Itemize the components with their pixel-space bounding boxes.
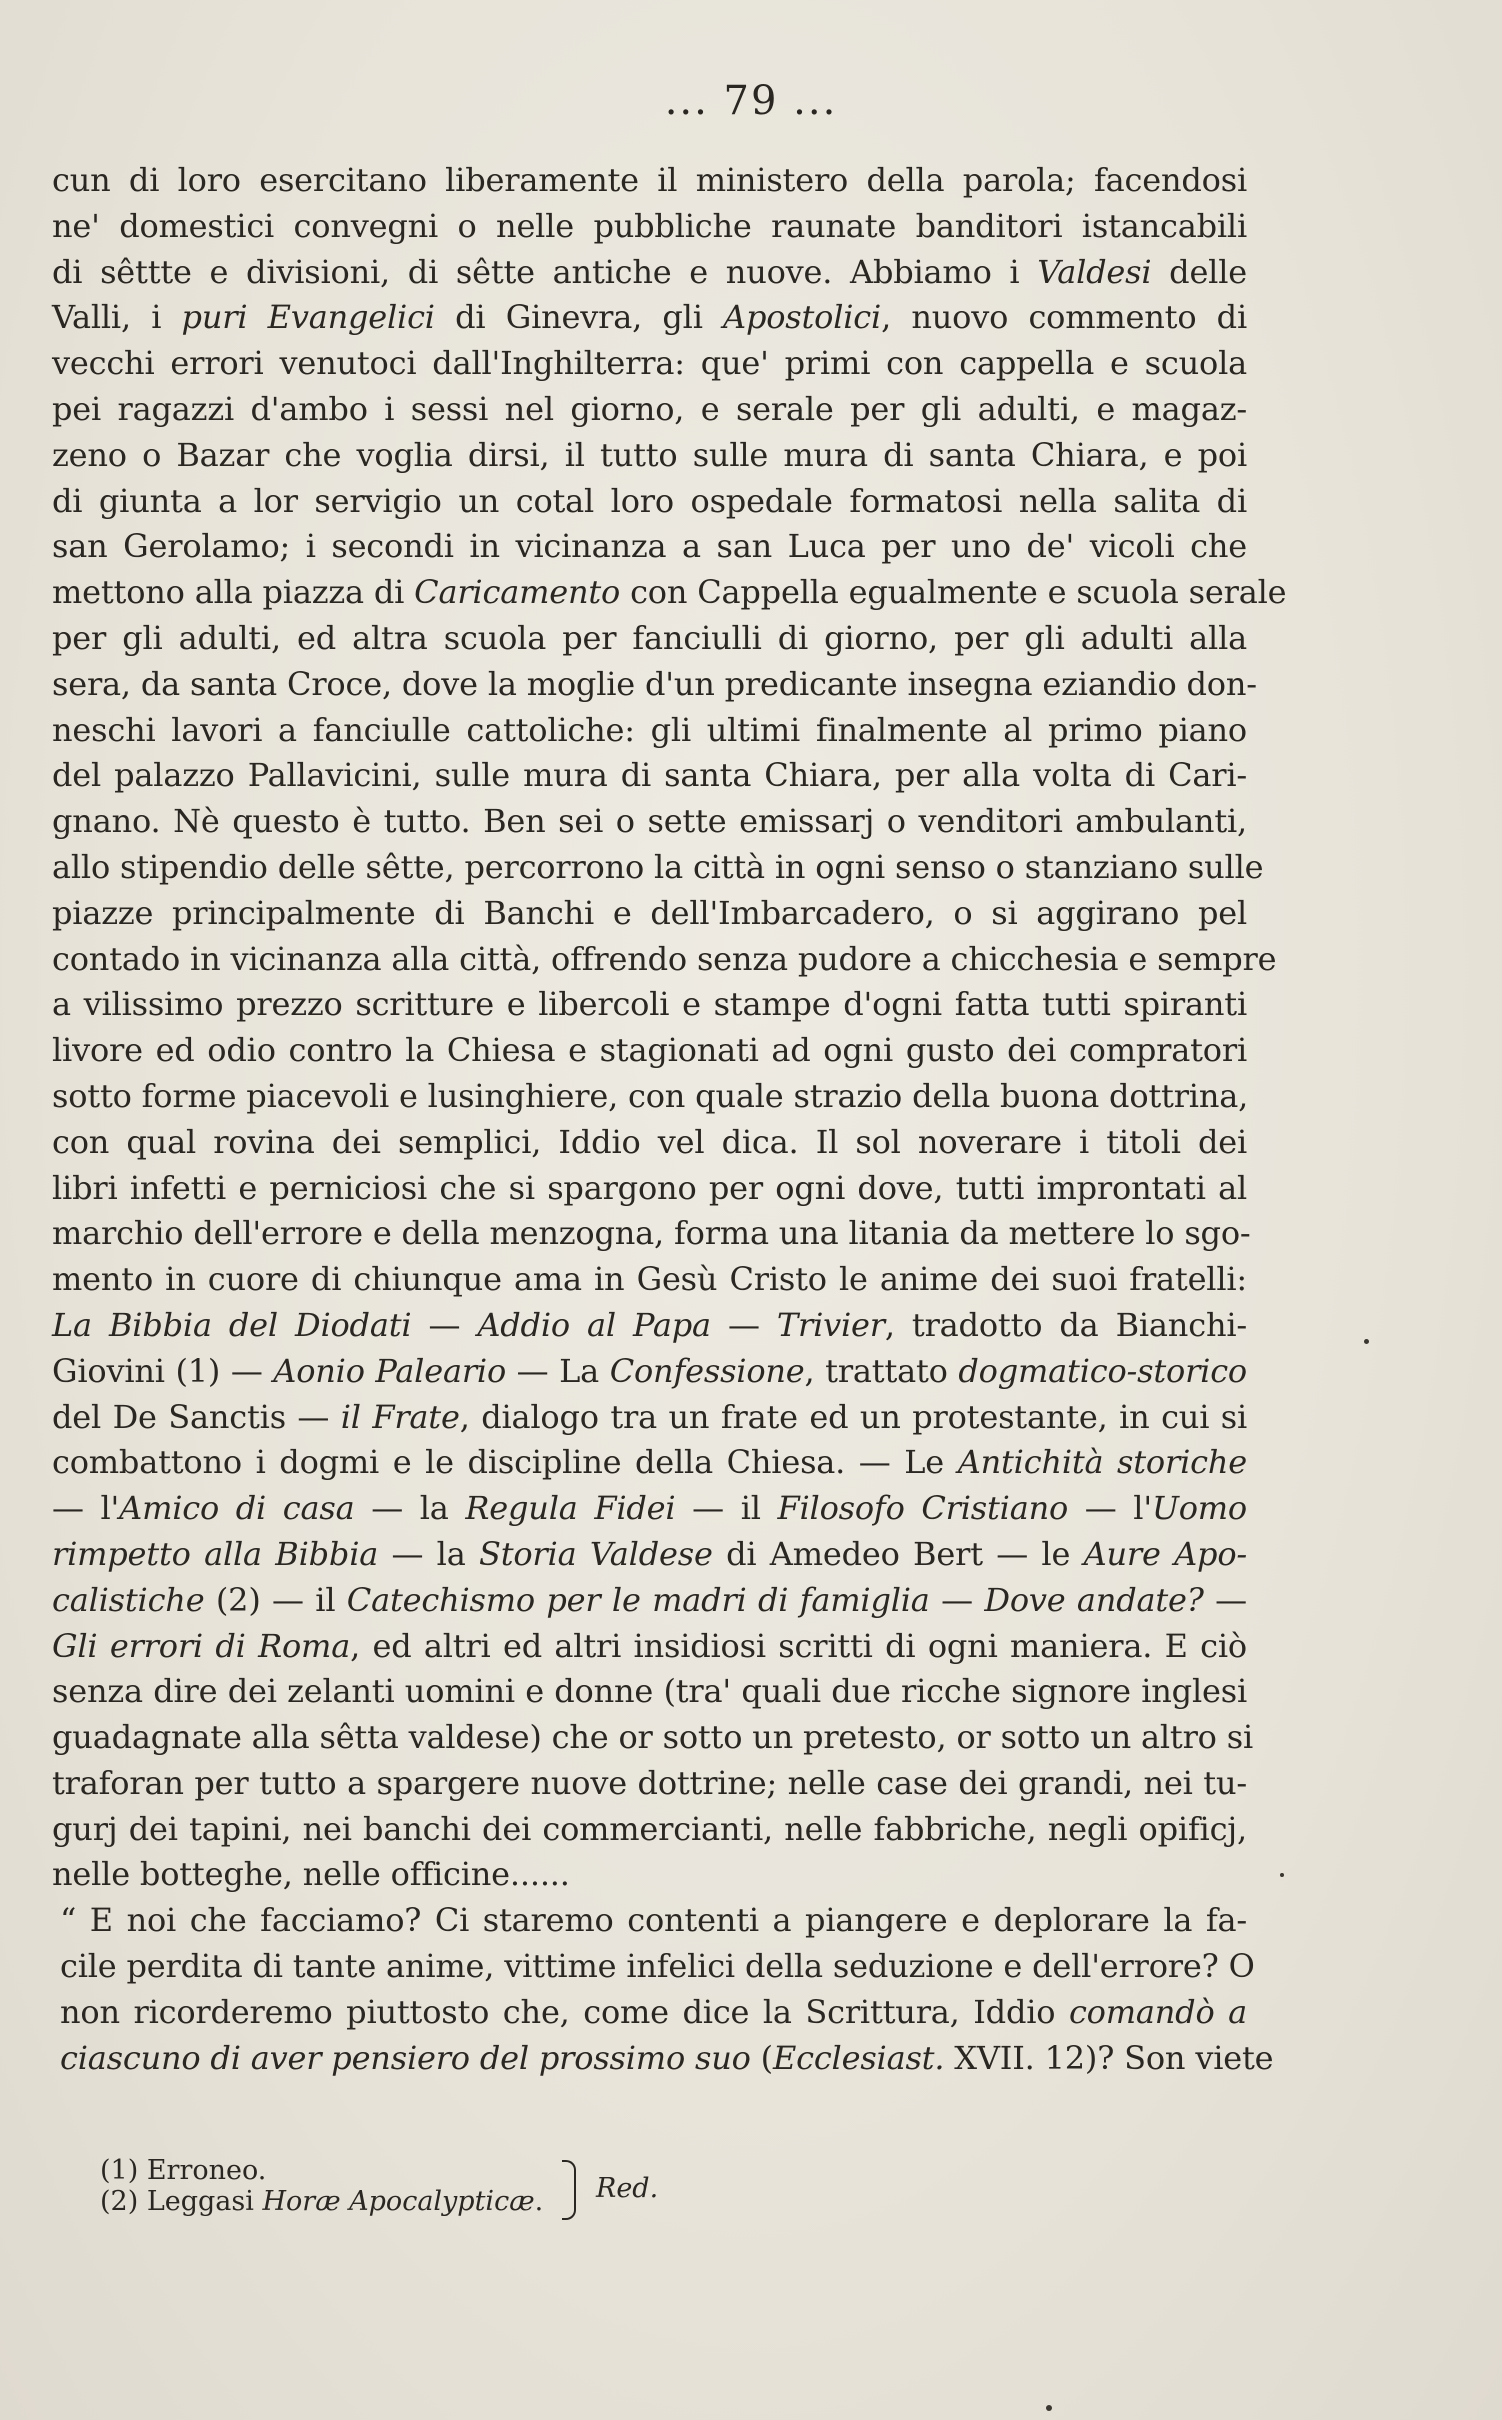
text-line: contado in vicinanza alla città, offrendo senza pudore a chicchesia e sempre [52,939,1277,978]
text-line: del De Sanctis — il Frate, dialogo tra un frate ed un protestante, in cui si [52,1397,1247,1436]
text-line: di giunta a lor servigio un cotal loro ospedale formatosi nella salita di [52,481,1247,520]
text-line: di sêttte e divisioni, di sêtte antiche e nuove. Abbiamo i Valdesi delle [52,252,1247,291]
text-line: mettono alla piazza di Caricamento con Cappella egualmente e scuola serale [52,573,1287,612]
footnote-brace [562,2160,576,2220]
body-text [52,158,1287,2081]
ink-speck [1364,1339,1369,1344]
text-line: del palazzo Pallavicini, sulle mura di santa Chiara, per alla volta di Cari- [52,756,1247,795]
text-line: vecchi errori venutoci dall'Inghilterra: que' primi con cappella e scuola [52,344,1247,383]
text-line: rimpetto alla Bibbia — la Storia Valdese di Amedeo Bert — le Aure Apo- [52,1534,1248,1573]
text-line: “ E noi che facciamo? Ci staremo contenti a piangere e deplorare la fa- [60,1901,1247,1940]
text-line: ne' domestici convegni o nelle pubbliche raunate banditori istancabili [52,206,1247,245]
text-line: libri infetti e perniciosi che si spargono per ogni dove, tutti improntati al [52,1168,1247,1207]
page-number: ... 79 ... [664,78,838,124]
text-line: Giovini (1) — Aonio Paleario — La Confessione, trattato dogmatico-storico [52,1351,1247,1390]
text-line: senza dire dei zelanti uomini e donne (tra' quali due ricche signore inglesi [52,1672,1247,1711]
text-line: ciascuno di aver pensiero del prossimo suo (Ecclesiast. XVII. 12)? Son viete [60,2038,1274,2077]
text-line: san Gerolamo; i secondi in vicinanza a san Luca per uno de' vicoli che [52,527,1247,566]
text-line: cile perdita di tante anime, vittime infelici della seduzione e dell'errore? O [60,1947,1255,1986]
text-line: neschi lavori a fanciulle cattoliche: gli ultimi finalmente al primo piano [52,710,1247,749]
text-line: — l'Amico di casa — la Regula Fidei — il Filosofo Cristiano — l'Uomo [52,1489,1247,1528]
text-line: marchio dell'errore e della menzogna, forma una litania da mettere lo sgo- [52,1214,1251,1253]
text-line: nelle botteghe, nelle officine...... [52,1855,570,1894]
text-line: sera, da santa Croce, dove la moglie d'un predicante insegna eziandio don- [52,664,1257,703]
text-line: zeno o Bazar che voglia dirsi, il tutto sulle mura di santa Chiara, e poi [52,435,1247,474]
text-line: piazze principalmente di Banchi e dell'Imbarcadero, o si aggirano pel [52,893,1247,932]
text-line: Gli errori di Roma, ed altri ed altri insidiosi scritti di ogni maniera. E ciò [52,1626,1247,1665]
text-line: gurj dei tapini, nei banchi dei commercianti, nelle fabbriche, negli opificj, [52,1809,1247,1848]
text-line: non ricorderemo piuttosto che, come dice la Scrittura, Iddio comandò a [60,1992,1247,2031]
footnote: (1) Erroneo. [100,2155,267,2186]
text-line: cun di loro esercitano liberamente il ministero della parola; facendosi [52,161,1247,199]
text-line: per gli adulti, ed altra scuola per fanciulli di giorno, per gli adulti alla [52,618,1247,657]
text-line: con qual rovina dei semplici, Iddio vel dica. Il sol noverare i titoli dei [52,1122,1247,1161]
text-line: mento in cuore di chiunque ama in Gesù Cristo le anime dei suoi fratelli: [52,1260,1247,1299]
text-line: calistiche (2) — il Catechismo per le madri di famiglia — Dove andate? — [52,1580,1247,1619]
text-line: sotto forme piacevoli e lusinghiere, con quale strazio della buona dottrina, [52,1076,1249,1115]
text-line: a vilissimo prezzo scritture e libercoli e stampe d'ogni fatta tutti spiranti [52,985,1247,1024]
footnote: (2) Leggasi Horæ Apocalypticæ. [100,2186,544,2217]
text-line: La Bibbia del Diodati — Addio al Papa — Trivier, tradotto da Bianchi- [52,1305,1247,1344]
text-line: traforan per tutto a spargere nuove dottrine; nelle case dei grandi, nei tu- [52,1763,1247,1802]
text-line: livore ed odio contro la Chiesa e stagionati ad ogni gusto dei compratori [52,1031,1247,1070]
text-line: combattono i dogmi e le discipline della Chiesa. — Le Antichità storiche [52,1443,1247,1482]
text-line: guadagnate alla sêtta valdese) che or sotto un pretesto, or sotto un altro si [52,1718,1253,1757]
ink-speck [1046,2405,1052,2411]
text-line: pei ragazzi d'ambo i sessi nel giorno, e serale per gli adulti, e magaz- [52,389,1247,428]
footnotes [100,2155,543,2217]
text-line: gnano. Nè questo è tutto. Ben sei o sette emissarj o venditori ambulanti, [52,802,1247,841]
text-line: allo stipendio delle sêtte, percorrono la città in ogni senso o stanziano sulle [52,847,1264,886]
text-line: Valli, i puri Evangelici di Ginevra, gli Apostolici, nuovo commento di [52,298,1248,337]
footnote-attribution: Red. [596,2173,659,2204]
ink-speck [1280,1873,1284,1877]
